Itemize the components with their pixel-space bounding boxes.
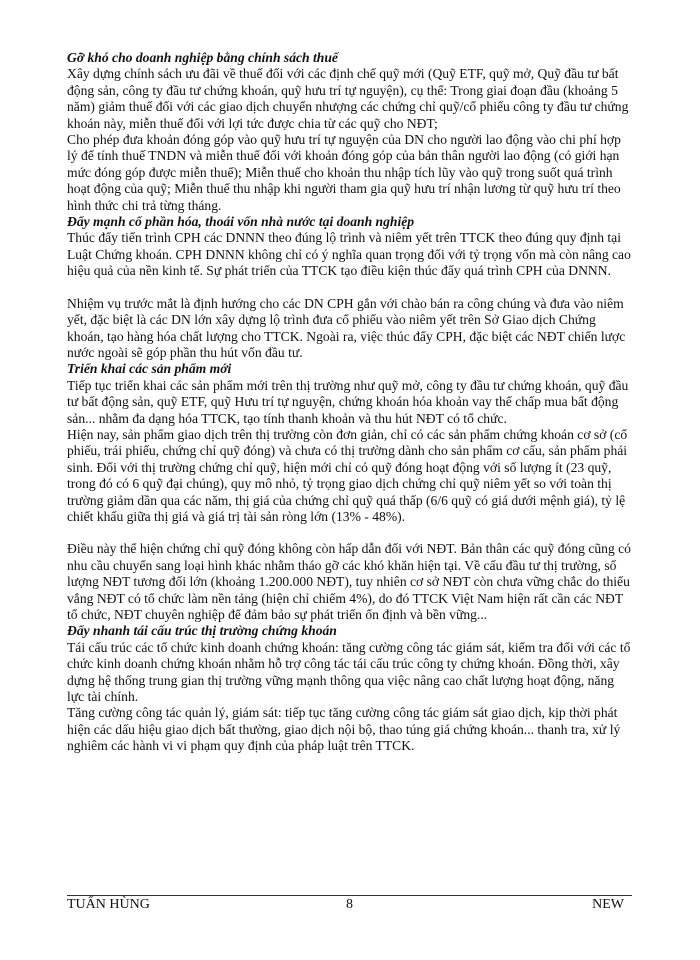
paragraph-gap (67, 525, 632, 541)
paragraph: Xây dựng chính sách ưu đãi về thuế đối với các định chế quỹ mới (Quỹ ETF, quỹ mở, Quỹ đầu tư bất động sản, công ty đầu tư chứng khoán, quỹ hưu trí tự nguyện), cụ thể: Trong giai đoạn đầu (khoảng 5 năm) giảm thuế đối với các giao dịch chuyển nhượng các chứng chỉ quỹ/cổ phiếu công ty đầu tư chứng khoán này, miễn thuế đối với lợi tức được chia từ các quỹ cho NĐT; (67, 66, 629, 131)
footer-page-number: 8 (346, 897, 353, 912)
page-footer (67, 897, 632, 915)
section-heading-restructuring: Đẩy nhanh tái cấu trúc thị trường chứng khoán (67, 623, 337, 639)
document-body (67, 50, 632, 755)
section-heading-equitization: Đẩy mạnh cổ phần hóa, thoái vốn nhà nước tại doanh nghiệp (67, 214, 415, 230)
footer-tag: NEW (592, 897, 624, 912)
footer-author: TUẤN HÙNG (67, 897, 150, 912)
paragraph: Tái cấu trúc các tổ chức kinh doanh chứng khoán: tăng cường công tác giám sát, kiểm tra đối với các tổ chức kinh doanh chứng khoán nhằm hỗ trợ công tác tái cấu trúc công ty chứng khoán. Đồng thời, xây dựng hệ thống trung gian thị trường vững mạnh thông qua việc nâng cao chất lượng hoạt động, năng lực tài chính. (67, 639, 631, 705)
paragraph-gap (67, 280, 632, 296)
paragraph: Tiếp tục triển khai các sản phẩm mới trên thị trường như quỹ mở, công ty đầu tư chứng khoán, quỹ đầu tư bất động sản, quỹ ETF, quỹ Hưu trí tự nguyện, chứng khoán hóa khoản vay thế chấp mua bất động sản... nhằm đa dạng hóa TTCK, tạo tính thanh khoản và thu hút NĐT có tổ chức. (67, 377, 629, 426)
section-heading-new-products: Triển khai các sản phẩm mới (67, 361, 232, 377)
paragraph: Hiện nay, sản phẩm giao dịch trên thị trường còn đơn giản, chỉ có các sản phẩm chứng khoán cơ sở (cổ phiếu, trái phiếu, chứng chỉ quỹ đóng) và chưa có thị trường dành cho sản phẩm cơ cấu, sản phẩm phái sinh. Đối với thị trường chứng chỉ quỹ, hiện mới chỉ có quỹ đóng hoạt động với số lượng ít (23 quỹ, trong đó có 6 quỹ đại chúng), quy mô nhỏ, tỷ trọng giao dịch chứng chỉ quỹ niêm yết so với toàn thị trường giảm dần qua các năm, thị giá của chứng chỉ quỹ quá thấp (6/6 quỹ có giá dưới mệnh giá), tỷ lệ chiết khấu giữa thị giá và giá trị tài sản ròng lớn (13% - 48%). (67, 426, 628, 524)
paragraph: Cho phép đưa khoản đóng góp vào quỹ hưu trí tự nguyện của DN cho người lao động vào chi phí hợp lý để tính thuế TNDN và miễn thuế đối với khoản đóng góp của bản thân người lao động (có giới hạn mức đóng góp được miễn thuế); Miễn thuế cho khoản thu nhập tích lũy vào quỹ trong suốt quá trình hoạt động của quỹ; Miễn thuế thu nhập khi người tham gia quỹ hưu trí nhận lương từ quỹ hưu trí theo hình thức chi trả từng tháng. (67, 132, 621, 213)
paragraph: Tăng cường công tác quản lý, giám sát: tiếp tục tăng cường công tác giám sát giao dịch, kịp thời phát hiện các dấu hiệu giao dịch bất thường, giao dịch nội bộ, thao túng giá chứng khoán... thanh tra, xử lý nghiêm các hành vi vi phạm quy định của pháp luật trên TTCK. (67, 705, 621, 754)
section-heading-tax-policy: Gỡ khó cho doanh nghiệp bằng chính sách thuế (67, 50, 338, 65)
paragraph: Điều này thể hiện chứng chỉ quỹ đóng không còn hấp dẫn đối với NĐT. Bản thân các quỹ đóng cũng có nhu cầu chuyển sang loại hình khác nhằm tháo gỡ các khó khăn hiện tại. Về cấu đầu tư thị trường, số lượng NĐT tương đối lớn (khoảng 1.200.000 NĐT), tuy nhiên cơ sở NĐT còn chưa vững chắc do thiếu vắng NĐT có tổ chức làm nền tảng (hiện chỉ chiếm 4%), do đó TTCK Việt Nam hiện rất cần các NĐT tổ chức, NĐT chuyên nghiệp để đảm bảo sự phát triển ổn định và bền vững... (67, 541, 631, 622)
paragraph: Nhiệm vụ trước mắt là định hướng cho các DN CPH gắn với chào bán ra công chúng và đưa vào niêm yết, đặc biệt là các DN lớn xây dựng lộ trình đưa cổ phiếu vào niêm yết trên Sở Giao dịch Chứng khoán, tạo hàng hóa chất lượng cho TTCK. Ngoài ra, việc thúc đẩy CPH, đặc biệt các NĐT chiến lược nước ngoài sẽ góp phần thu hút vốn đầu tư. (67, 295, 626, 360)
footer-divider (67, 895, 632, 896)
paragraph: Thúc đẩy tiến trình CPH các DNNN theo đúng lộ trình và niêm yết trên TTCK theo đúng quy định tại Luật Chứng khoán. CPH DNNN không chỉ có ý nghĩa quan trọng đối với tỷ trọng vốn mà còn nâng cao hiệu quả của nền kinh tế. Sự phát triển của TTCK tạo điều kiện thúc đẩy quá trình CPH của DNNN. (67, 230, 631, 279)
